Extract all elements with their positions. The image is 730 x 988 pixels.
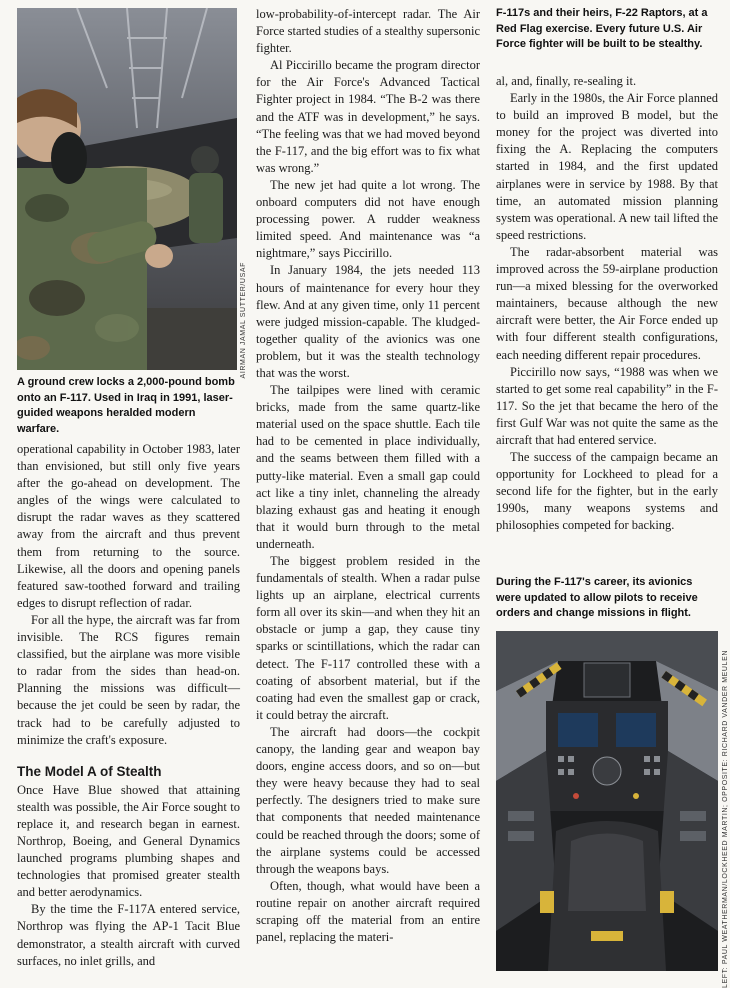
col3-paragraph-3: The radar-absorbent material was improved across the 59-airplane production run—a mixed blessing for the overworked maintainers, because although the new aircraft were better, the Air Force ended up with four different stealth configurations, each needing different repair procedures.	[496, 244, 718, 362]
col1-paragraph-1: operational capability in October 1983, later than envisioned, but still only five years after the go-ahead on development. The angles of the wings were calculated to disrupt the radar waves as they scattered away from the aircraft and thus prevent them from returning to the source. Likewise, all the doors and opening panels featured saw-toothed forward and trailing edges to disrupt reflection of radar.	[17, 442, 240, 610]
col2-paragraph-4: In January 1984, the jets needed 113 hours of maintenance for every hour they flew. And at any given time, only 11 percent were judged mission-capable. The kludged-together quality of the avionics was one problem, but it was the stealth technology that was the worst.	[256, 263, 480, 380]
column-1	[17, 441, 240, 970]
col3-paragraph-5: The success of the campaign became an opportunity for Lockheed to plead for a second life for the fighter, but in the early 1990s, many weapons systems and philosophies competed for backing.	[496, 450, 718, 533]
col2-paragraph-1: low-probability-of-intercept radar. The Air Force started studies of a stealthy supersonic fighter.	[256, 7, 480, 56]
column-2	[256, 6, 480, 946]
col2-paragraph-8: Often, though, what would have been a routine repair on another aircraft required scraping off the material from an entire panel, replacing the materi-	[256, 878, 480, 945]
col3-paragraph-4: Piccirillo now says, “1988 was when we started to get some real capability” in the F-117. So the jet that became the hero of the first Gulf War was not quite the same as the aircraft that had entered service.	[496, 364, 718, 447]
cockpit-image	[496, 631, 718, 971]
photo-credit-1: AIRMAN JAMAL SUTTER/USAF	[240, 262, 247, 379]
top-caption: F-117s and their heirs, F-22 Raptors, at a Red Flag exercise. Every future U.S. Air Force fighter will be built to be stealthy.	[496, 7, 708, 50]
col3-paragraph-1: al, and, finally, re-sealing it.	[496, 74, 637, 88]
column-3	[496, 73, 718, 535]
cockpit-photo	[496, 631, 718, 971]
ground-crew-photo	[17, 8, 237, 370]
col1-paragraph-2: For all the hype, the aircraft was far from invisible. The RCS figures remain classified, but the airplane was more visible to radar from the sides than head-on. Planning the missions was difficult—because the jet could be seen by radar, the track had to be carefully adjusted to minimize the craft's exposure.	[17, 612, 240, 747]
col2-paragraph-5: The tailpipes were lined with ceramic bricks, made from the same quartz-like material used on the space shuttle. Each tile had to be cemented in place individually, and the seams between them filled with a putty-like material. Even a small gap could act like a tiny inlet, channeling the already blazing exhaust gas and heating it enough that it would burn through to the metal underneath.	[256, 383, 480, 551]
photo-caption-2: During the F-117's career, its avionics were updated to allow pilots to receive orders and change missions in flight.	[496, 576, 698, 619]
col2-paragraph-3: The new jet had quite a lot wrong. The onboard computers did not have enough processing power. A rudder weakness limited speed. And maintenance was “a nightmare,” says Piccirillo.	[256, 177, 480, 261]
col1-paragraph-4: By the time the F-117A entered service, Northrop was flying the AP-1 Tacit Blue demonstrator, a stealth aircraft with curved surfaces, no inlet grills, and	[17, 902, 240, 968]
col3-paragraph-2: Early in the 1980s, the Air Force planned to build an improved B model, but the money for the project was diverted into fixing the A. Replacing the computers started in 1984, and the first updated airplanes were in service by 1988. By that time, an automated mission planning system was operational. A new tail lifted the speed restrictions.	[496, 91, 718, 242]
col2-paragraph-7: The aircraft had doors—the cockpit canopy, the landing gear and weapon bay doors, engine access doors, and so on—but they were heavy because they had to seal perfectly. The designers tried to make sure that components that needed maintenance could be reached through the doors; some of the airplane systems could be accessed through the weapons bays.	[256, 724, 480, 876]
col2-paragraph-6: The biggest problem resided in the fundamentals of stealth. When a radar pulse lights up an airplane, electrical currents form all over its skin—and when they hit an obstacle or jump a gap, they cause tiny sparks or scintillations, which the radar can detect. The F-117 controlled these with a coating of absorbent material, but if the coating had even the smallest gap or crack, it could betray the aircraft.	[256, 554, 480, 722]
col1-paragraph-3: Once Have Blue showed that attaining stealth was possible, the Air Force sought to replace it, and research began in earnest. Northrop, Boeing, and General Dynamics launched programs plumbing shapes and technologies that promised greater stealth and better aerodynamics.	[17, 782, 240, 900]
photo-caption-1: A ground crew locks a 2,000-pound bomb onto an F-117. Used in Iraq in 1991, laser-guided weapons heralded modern warfare.	[17, 376, 235, 435]
section-subhead: The Model A of Stealth	[17, 763, 162, 779]
col2-paragraph-2: Al Piccirillo became the program director for the Air Force's Advanced Tactical Fighter project in 1984. “The B-2 was there and the ATF was in development,” he says. “The feeling was that we had moved beyond the F-117, and the big effort was to fix what was wrong.”	[256, 58, 480, 175]
photo-credit-2: LEFT: PAUL WEATHERMAN/LOCKHEED MARTIN; OPPOSITE: RICHARD VANDER MEULEN	[722, 650, 729, 988]
ground-crew-image	[17, 8, 237, 370]
